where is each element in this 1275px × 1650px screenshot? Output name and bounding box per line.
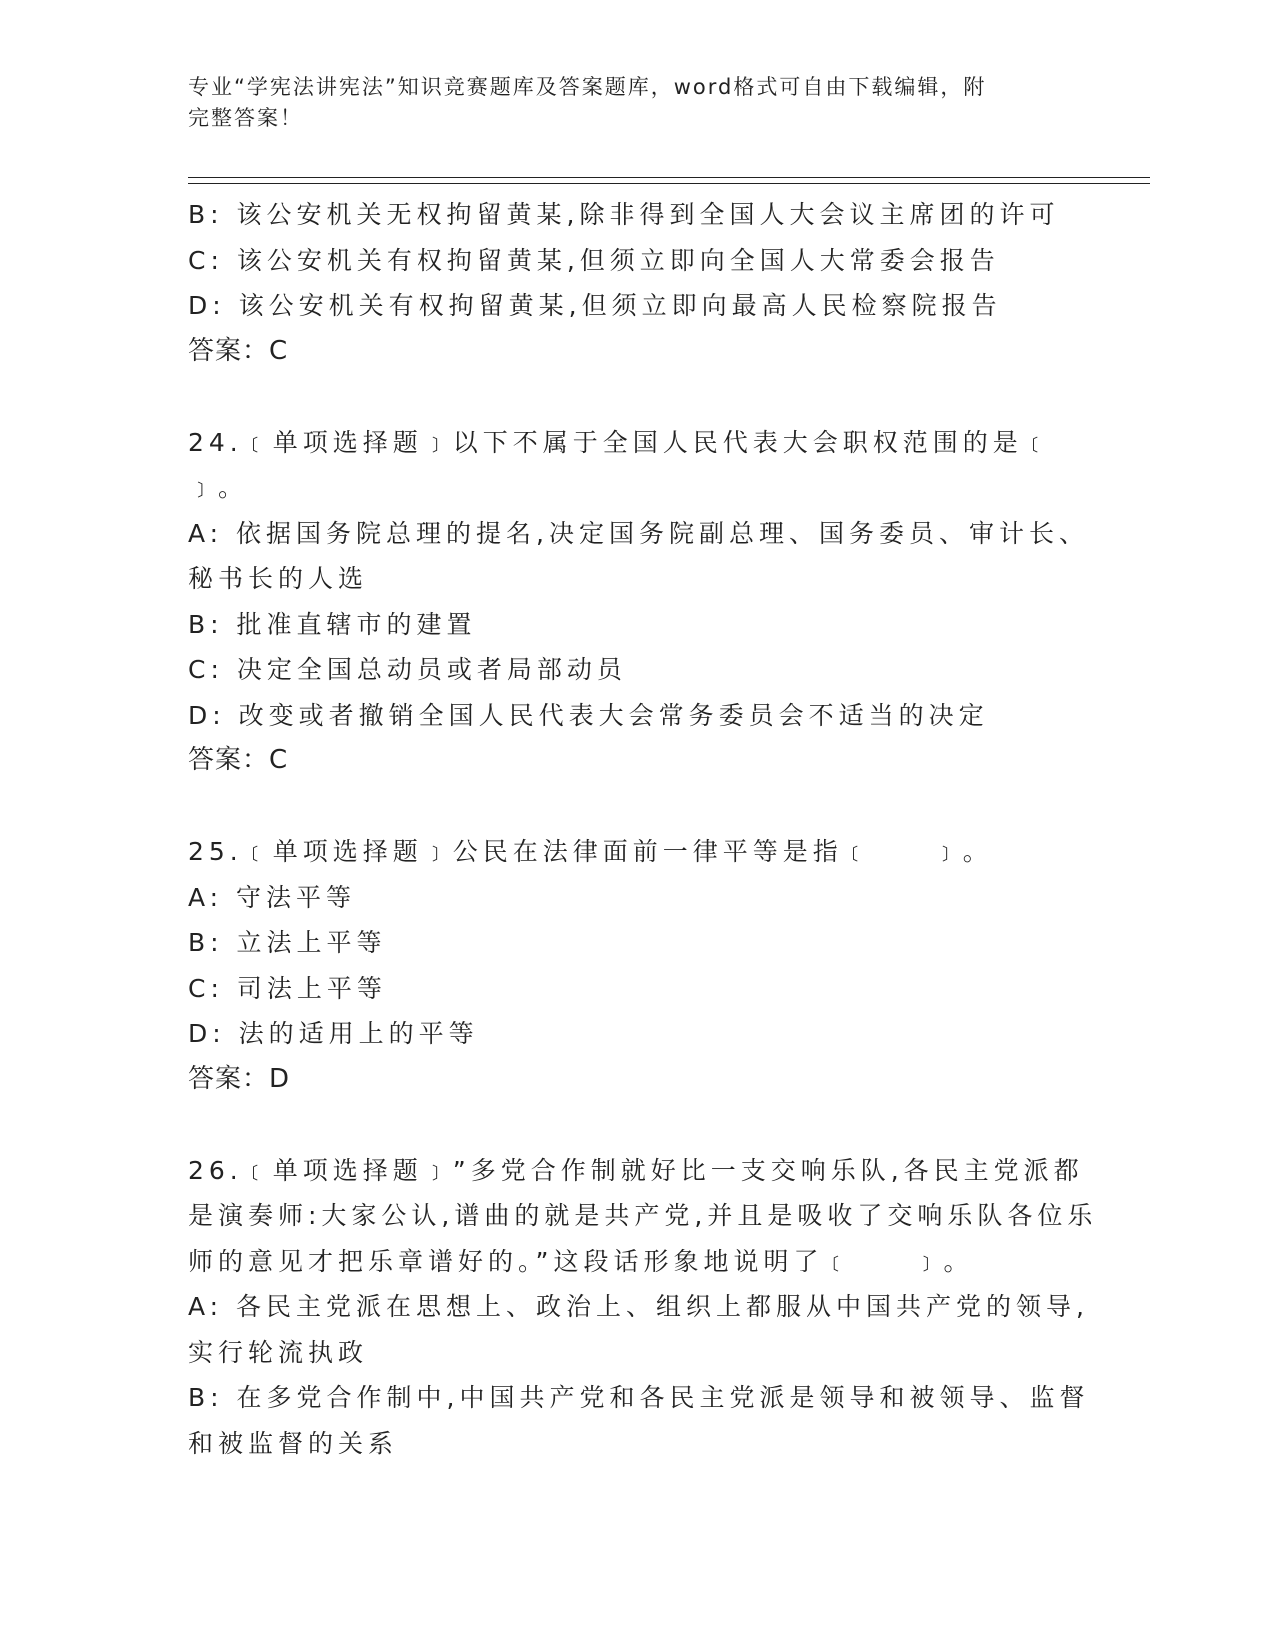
option-a: A: 依据国务院总理的提名,决定国务院副总理、国务委员、审计长、 <box>188 518 1089 548</box>
answer: 答案：C <box>188 745 289 775</box>
option-c: C: 决定全国总动员或者局部动员 <box>188 655 627 684</box>
spacer <box>188 784 1088 830</box>
question-24 <box>188 420 1088 784</box>
question-stem-line: ﹞。 <box>188 473 249 502</box>
spacer <box>188 1102 1088 1148</box>
header-line-2: 完整答案！ <box>188 106 303 130</box>
question-26 <box>188 1148 1098 1467</box>
option-a: A: 各民主党派在思想上、政治上、组织上都服从中国共产党的领导, <box>188 1292 1089 1321</box>
option-b: B: 立法上平等 <box>188 928 387 957</box>
option-a-continued: 秘书长的人选 <box>188 564 369 593</box>
option-d: D: 改变或者撤销全国人民代表大会常务委员会不适当的决定 <box>188 700 989 730</box>
question-stem-line: 师的意见才把乐章谱好的。”这段话形象地说明了﹝ ﹞。 <box>188 1246 974 1276</box>
question-25 <box>188 829 1088 1102</box>
header-rule-bottom <box>188 183 1150 184</box>
spacer <box>188 374 1088 420</box>
option-d: D: 该公安机关有权拘留黄某,但须立即向最高人民检察院报告 <box>188 291 1002 320</box>
header-rule-top <box>188 177 1150 178</box>
question-stem-line: 24.﹝单项选择题﹞以下不属于全国人民代表大会职权范围的是﹝ <box>188 427 1053 457</box>
option-b: B: 该公安机关无权拘留黄某,除非得到全国人大会议主席团的许可 <box>188 200 1060 229</box>
question-stem-line: 26.﹝单项选择题﹞”多党合作制就好比一支交响乐队,各民主党派都 <box>188 1155 1084 1185</box>
option-b: B: 批准直辖市的建置 <box>188 609 477 639</box>
document-header <box>188 72 1088 134</box>
option-b-continued: 和被监督的关系 <box>188 1428 399 1458</box>
question-stem-line: 是演奏师:大家公认,谱曲的就是共产党,并且是吸收了交响乐队各位乐 <box>188 1201 1098 1230</box>
option-d: D: 法的适用上的平等 <box>188 1019 479 1048</box>
question-stem: 25.﹝单项选择题﹞公民在法律面前一律平等是指﹝ ﹞。 <box>188 837 993 866</box>
answer: 答案：C <box>188 335 289 366</box>
answer: 答案：D <box>188 1063 291 1094</box>
question-23 <box>188 192 1088 374</box>
option-c: C: 该公安机关有权拘留黄某,但须立即向全国人大常委会报告 <box>188 245 1000 275</box>
question-content <box>188 192 1098 1466</box>
option-b: B: 在多党合作制中,中国共产党和各民主党派是领导和被领导、监督 <box>188 1383 1090 1412</box>
option-a: A: 守法平等 <box>188 882 357 912</box>
option-c: C: 司法上平等 <box>188 973 387 1003</box>
option-a-continued: 实行轮流执政 <box>188 1337 369 1367</box>
header-line-1: 专业“学宪法讲宪法”知识竞赛题库及答案题库，word格式可自由下载编辑，附 <box>188 75 987 99</box>
